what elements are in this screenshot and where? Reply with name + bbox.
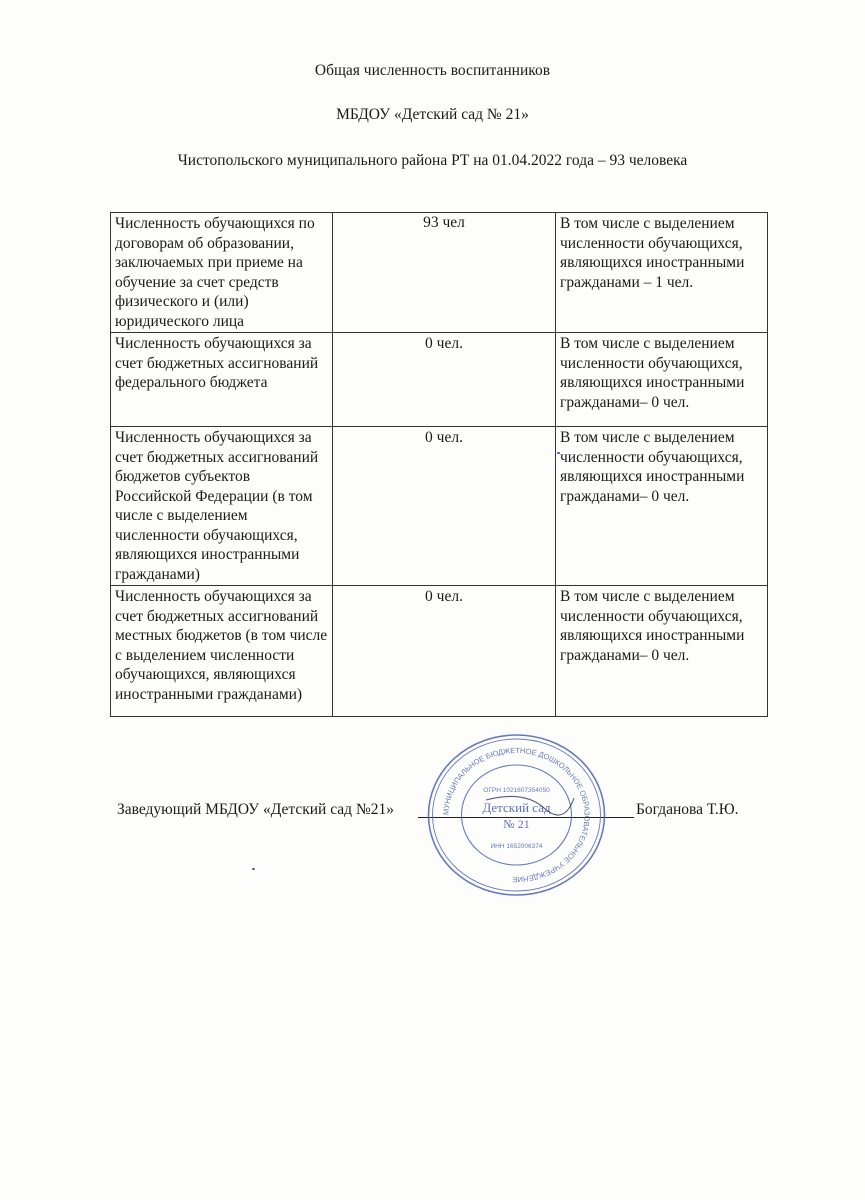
title-line-3: Чистопольского муниципального района РТ на 01.04.2022 года – 93 человека xyxy=(177,152,688,169)
svg-text:МУНИЦИПАЛЬНОЕ БЮДЖЕТНОЕ ДОШКОЛ xyxy=(441,746,591,884)
row-category: Численность обучающихся за счет бюджетных ассигнований федерального бюджета xyxy=(111,333,333,427)
stamp-center-line-1: Детский сад xyxy=(482,800,551,815)
official-stamp xyxy=(424,730,609,900)
row-count: 0 чел. xyxy=(333,586,556,717)
table-row xyxy=(111,427,768,586)
row-count: 0 чел. xyxy=(333,427,556,586)
row-note: В том числе с выделением численности обучающихся, являющихся иностранными гражданами – 1 чел. xyxy=(556,213,768,333)
ink-speck xyxy=(252,868,255,870)
stamp-ogrn: ОГРН 1021607354050 xyxy=(483,787,550,794)
ink-speck xyxy=(557,452,560,454)
row-note: В том числе с выделением численности обучающихся, являющихся иностранными гражданами– 0 чел. xyxy=(556,427,768,586)
row-count: 93 чел xyxy=(333,213,556,333)
stamp-ring-text: МУНИЦИПАЛЬНОЕ БЮДЖЕТНОЕ ДОШКОЛЬНОЕ ОБРАЗОВАТЕЛЬНОЕ УЧРЕЖДЕНИЕ xyxy=(441,745,592,885)
row-category: Численность обучающихся за счет бюджетных ассигнований местных бюджетов (в том числе с выделением численности обучающихся, являющихся иностранными гражданами) xyxy=(111,586,333,717)
table-row xyxy=(111,333,768,427)
row-note: В том числе с выделением численности обучающихся, являющихся иностранными гражданами– 0 чел. xyxy=(556,586,768,717)
row-category: Численность обучающихся за счет бюджетных ассигнований бюджетов субъектов Российской Федерации (в том числе с выделением численности обучающихся, являющихся иностранными гражданами) xyxy=(111,427,333,586)
table-row xyxy=(111,213,768,333)
document-header xyxy=(0,62,865,170)
signature-name: Богданова Т.Ю. xyxy=(636,801,739,818)
signature-position: Заведующий МБДОУ «Детский сад №21» xyxy=(117,801,394,818)
table-row xyxy=(111,586,768,717)
title-line-2: МБДОУ «Детский сад № 21» xyxy=(336,106,529,123)
stamp-inn: ИНН 1652006374 xyxy=(490,843,543,850)
row-note: В том числе с выделением численности обучающихся, являющихся иностранными гражданами– 0 чел. xyxy=(556,333,768,427)
enrollment-table xyxy=(110,212,768,717)
stamp-center-line-2: № 21 xyxy=(503,817,530,831)
title-line-1: Общая численность воспитанников xyxy=(314,62,551,79)
row-category: Численность обучающихся по договорам об образовании, заключаемых при приеме на обучение за счет средств физического и (или) юридического лица xyxy=(111,213,333,333)
row-count: 0 чел. xyxy=(333,333,556,427)
